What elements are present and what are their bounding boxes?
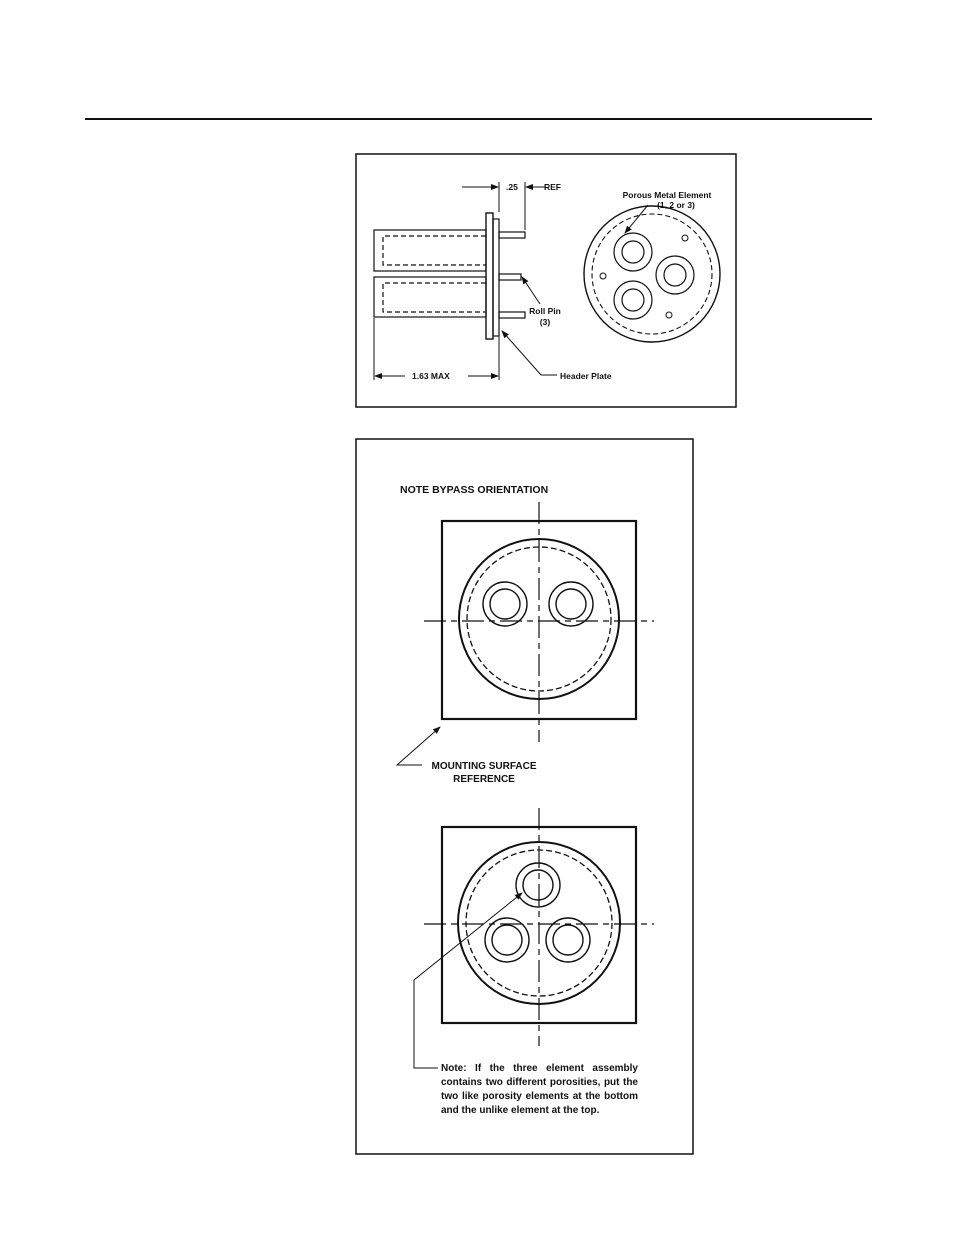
two-element-diagram: [424, 502, 654, 742]
porous-element-3: [614, 281, 652, 319]
porous-element-2: [656, 256, 694, 294]
mounting-surface-label: MOUNTING SURFACE: [431, 761, 537, 772]
roll-pin-bottom: [499, 312, 525, 318]
roll-pin-top: [499, 232, 525, 238]
end-view-outer-circle: [584, 206, 720, 342]
roll-pin-label: Roll Pin: [529, 306, 561, 316]
roll-pin-middle: [499, 274, 521, 280]
porous-element-count-label: (1, 2 or 3): [657, 200, 695, 210]
header-plate: [486, 213, 493, 339]
bypass-orientation-title: NOTE BYPASS ORIENTATION: [400, 484, 549, 496]
end-view: [584, 206, 720, 342]
figure-bottom: [356, 439, 693, 1154]
figure-bottom-frame: [356, 439, 693, 1154]
header-plate-label: Header Plate: [560, 371, 612, 381]
ref-label: REF: [544, 182, 561, 192]
porous-element-1: [614, 233, 652, 271]
dim-025-label: .25: [506, 182, 518, 192]
porosity-note: Note: If the three element assembly contains two different porosities, put the two like porosity elements at the bottom and the unlike element at the top.: [441, 1063, 638, 1116]
figure-top: [356, 154, 736, 407]
dim-163-max-label: 1.63 MAX: [412, 371, 450, 381]
roll-pin-count-label: (3): [539, 317, 551, 327]
dim-025-ref: [462, 182, 545, 230]
side-view: [374, 213, 525, 339]
three-element-diagram: [424, 808, 654, 1046]
mounting-surface-reference-label: REFERENCE: [453, 774, 515, 785]
porous-element-label: Porous Metal Element: [622, 190, 712, 200]
